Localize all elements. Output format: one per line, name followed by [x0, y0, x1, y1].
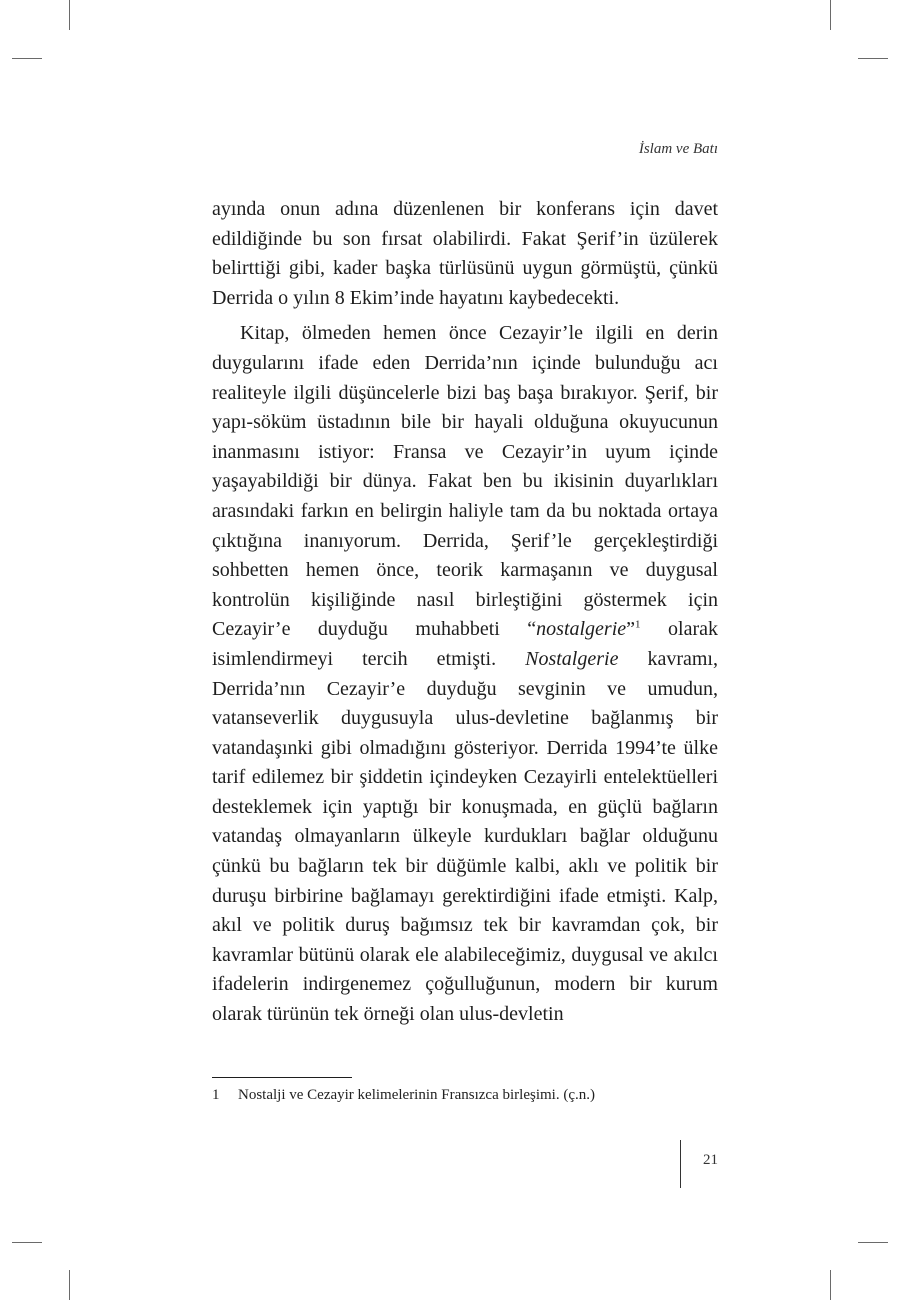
term-nostalgerie-2: Nostalgerie [525, 647, 619, 670]
page-number: 21 [703, 1152, 718, 1168]
footnote-reference: 1 [635, 618, 641, 631]
page-number-rule [680, 1140, 681, 1188]
crop-mark-left-bottom [12, 1242, 42, 1243]
running-head: İslam ve Batı [638, 141, 718, 157]
crop-mark-right-bottom [858, 1242, 888, 1243]
paragraph-1: ayında onun adına düzenlenen bir konferans için davet edildiğinde bu son fırsat olabilirdi. Fakat Şerif’in üzülerek belirttiği gibi, kader başka türlüsünü uygun görmüştü, çünkü Derrida o yılın 8 Ekim’inde hayatını kaybedecekti. [212, 198, 718, 309]
body-text [212, 195, 718, 1030]
paragraph-2-part-a: Kitap, ölmeden hemen önce Cezayir’le ilgili en derin duygularını ifade eden Derrida’nın içinde bulunduğu acı realiteyle ilgili düşüncelerle bizi baş başa bırakıyor. Şerif, bir yapı-söküm üstadının bile bir hayali olduğuna okuyucunun inanmasını istiyor: Fransa ve Cezayir’in uyum içinde yaşayabildiği bir dünya. Fakat ben bu ikisinin duyarlıkları arasındaki farkın en belirgin haliyle tam da bu noktada ortaya çıktığına inanıyorum. Derrida, Şerif’le gerçekleştirdiği sohbetten hemen önce, teorik karmaşanın ve duygusal kontrolün kişiliğinde nasıl birleştiğini göstermek için Cezayir’e duyduğu muhabbeti “ [212, 322, 718, 641]
paragraph-2-part-d: kavramı, Derrida’nın Cezayir’e duyduğu sevginin ve umudun, vatanseverlik duygusuyla ulus-devletine bağlanmış bir vatandaşınki gibi olmadığını gösteriyor. Derrida 1994’te ülke tarif edilemez bir şiddetin içindeyken Cezayirli entelektüelleri desteklemek için yaptığı bir konuşmada, en güçlü bağların vatandaş olmayanların ülkeyle kurdukları bağlar olduğunu çünkü bu bağların tek bir düğümle kalbi, aklı ve politik bir duruşu birbirine bağlamayı gerektirdiğini ifade etmişti. Kalp, akıl ve politik duruş bağımsız tek bir kavramdan çok, bir kavramlar bütünü olarak ele alabileceğimiz, duygusal ve akılcı ifadelerin indirgenemez çoğulluğunun, modern bir kurum olarak türünün tek örneği olan ulus-devletin [212, 647, 718, 1026]
closing-quote: ” [626, 618, 636, 641]
footnote [212, 1084, 718, 1106]
crop-mark-right-top [858, 58, 888, 59]
crop-mark-bottom-left [69, 1270, 70, 1300]
footnote-number: 1 [212, 1087, 220, 1103]
crop-mark-left-top [12, 58, 42, 59]
crop-mark-top-right [830, 0, 831, 30]
crop-mark-bottom-right [830, 1270, 831, 1300]
paragraph-2-part-c: olarak isimlendirmeyi tercih etmişti. [212, 618, 718, 670]
paragraph-2 [212, 319, 718, 1029]
crop-mark-top-left [69, 0, 70, 30]
footnote-divider [212, 1077, 352, 1078]
footnote-text: Nostalji ve Cezayir kelimelerinin Fransızca birleşimi. (ç.n.) [238, 1087, 595, 1103]
term-nostalgerie: nostalgerie [536, 618, 627, 641]
